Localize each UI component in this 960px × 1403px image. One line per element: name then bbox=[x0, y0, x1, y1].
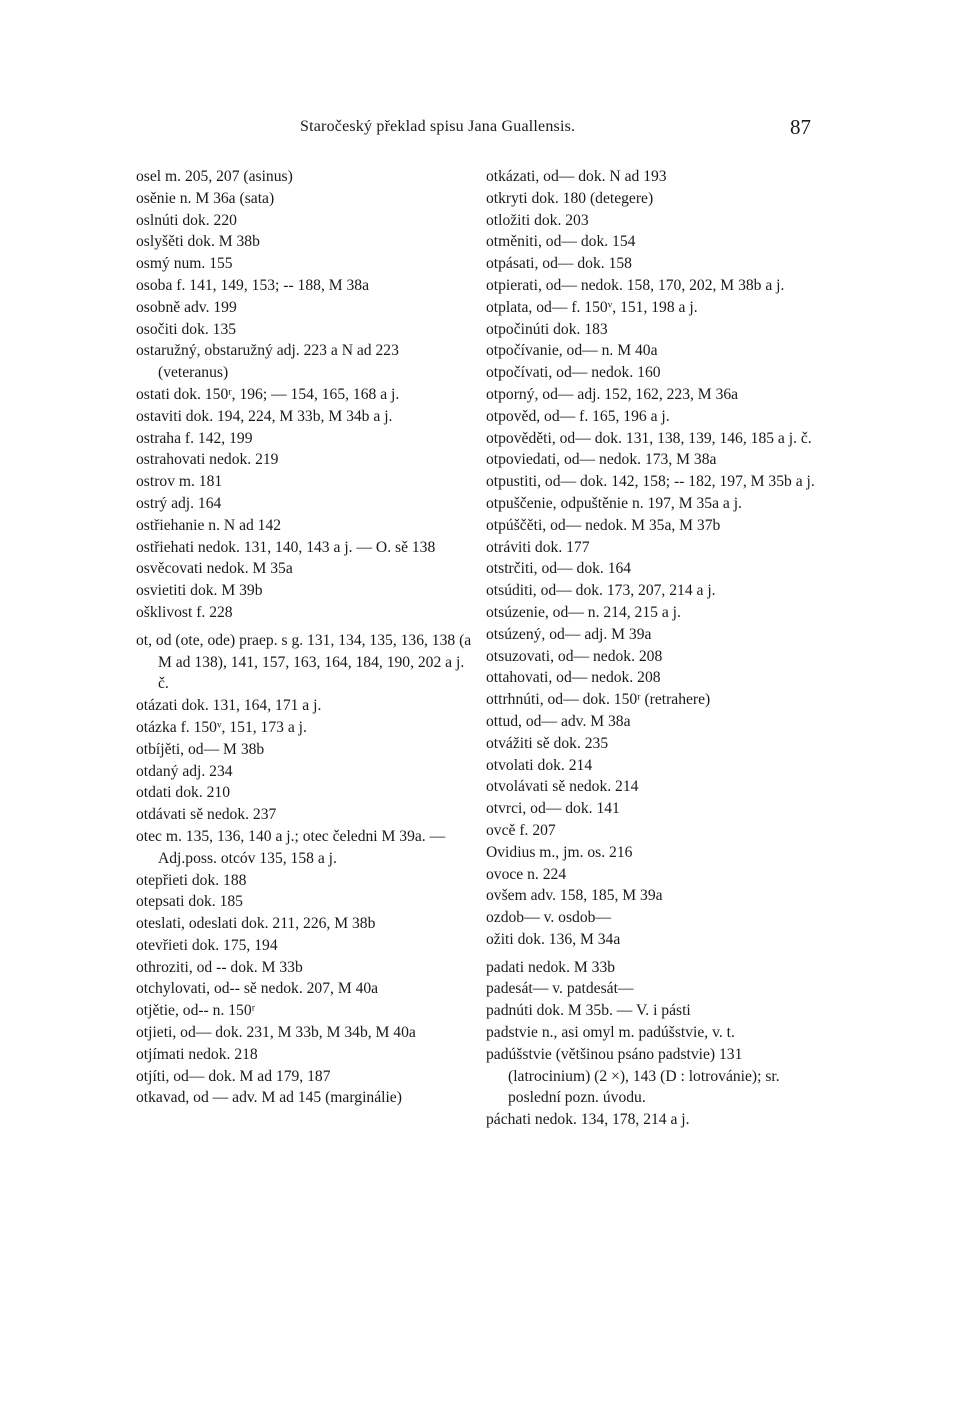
index-entry: otpierati, od— nedok. 158, 170, 202, M 38b a j. bbox=[486, 276, 785, 294]
index-entry: otbíjěti, od— M 38b bbox=[136, 740, 265, 758]
index-entry: otstrčiti, od— dok. 164 bbox=[486, 560, 632, 578]
index-entry: padnúti dok. M 35b. — V. i pásti bbox=[486, 1002, 691, 1020]
index-entry: ostaviti dok. 194, 224, M 33b, M 34b a j. bbox=[136, 407, 393, 425]
index-entry: ot, od (ote, ode) praep. s g. 131, 134, 135, 136, 138 (a M ad 138), 141, 157, 163, 164, 184, 190, 202 a j. č. bbox=[136, 631, 472, 693]
index-entry: otpočívanie, od— n. M 40a bbox=[486, 342, 658, 360]
page-number: 87 bbox=[790, 115, 811, 139]
index-entry: otjíti, od— dok. M ad 179, 187 bbox=[136, 1067, 331, 1085]
index-entry: ostati dok. 150ʳ, 196; — 154, 165, 168 a j. bbox=[136, 385, 400, 403]
index-entry: otdaný adj. 234 bbox=[136, 762, 233, 780]
index-entry: otkavad, od — adv. M ad 145 (marginálie) bbox=[136, 1089, 402, 1107]
index-entry: oslyšěti dok. M 38b bbox=[136, 233, 260, 251]
index-entry: ostřiehanie n. N ad 142 bbox=[136, 516, 282, 534]
index-entry: otsuzovati, od— nedok. 208 bbox=[486, 647, 663, 665]
index-entry: osvěcovati nedok. M 35a bbox=[136, 560, 293, 578]
index-entry: ovoce n. 224 bbox=[486, 865, 567, 883]
index-entry: otporný, od— adj. 152, 162, 223, M 36a bbox=[486, 385, 739, 403]
index-entry: otjětie, od-- n. 150ʳ bbox=[136, 1002, 256, 1020]
index-entry: otpočívati, od— nedok. 160 bbox=[486, 364, 661, 382]
index-entry: osel m. 205, 207 (asinus) bbox=[136, 168, 293, 185]
index-entry: otměniti, od— dok. 154 bbox=[486, 233, 636, 251]
index-entry: osvietiti dok. M 39b bbox=[136, 582, 263, 600]
index-entry: otepřieti dok. 188 bbox=[136, 871, 247, 889]
index-entry: otsúzený, od— adj. M 39a bbox=[486, 625, 652, 643]
index-entry: ottahovati, od— nedok. 208 bbox=[486, 669, 661, 687]
index-entry: otpuščenie, odpuštěnie n. 197, M 35a a j. bbox=[486, 494, 742, 512]
index-entry: ostrý adj. 164 bbox=[136, 494, 222, 512]
running-header bbox=[0, 115, 960, 142]
index-entry: otec m. 135, 136, 140 a j.; otec čeledni M 39a. — Adj.poss. otcóv 135, 158 a j. bbox=[136, 827, 446, 867]
index-entry: otevřieti dok. 175, 194 bbox=[136, 936, 278, 954]
index-entry: otpúščěti, od— nedok. M 35a, M 37b bbox=[486, 516, 721, 534]
header-title: Staročeský překlad spisu Jana Guallensis. bbox=[300, 118, 576, 135]
index-entry: otpověd, od— f. 165, 196 a j. bbox=[486, 407, 670, 425]
index-entry: ostaružný, obstaružný adj. 223 a N ad 223 (veteranus) bbox=[136, 342, 399, 382]
index-entry: otchylovati, od-- sě nedok. 207, M 40a bbox=[136, 980, 379, 998]
index-entry: otázati dok. 131, 164, 171 a j. bbox=[136, 697, 322, 715]
index-entry: otráviti dok. 177 bbox=[486, 538, 590, 556]
index-entry: ovšem adv. 158, 185, M 39a bbox=[486, 887, 663, 905]
index-entry: oslnúti dok. 220 bbox=[136, 211, 237, 229]
index-entry: Ovidius m., jm. os. 216 bbox=[486, 843, 633, 861]
index-entry: ostrov m. 181 bbox=[136, 473, 223, 491]
index-entry: otsúditi, od— dok. 173, 207, 214 a j. bbox=[486, 582, 716, 600]
index-entry: osočiti dok. 135 bbox=[136, 320, 237, 338]
index-entry: otvolávati sě nedok. 214 bbox=[486, 778, 639, 796]
index-entry: padati nedok. M 33b bbox=[486, 958, 616, 976]
index-entry: othroziti, od -- dok. M 33b bbox=[136, 958, 303, 976]
index-entry: otvolati dok. 214 bbox=[486, 756, 593, 774]
index-entry: páchati nedok. 134, 178, 214 a j. bbox=[486, 1111, 690, 1129]
index-entry: ošklivost f. 228 bbox=[136, 603, 233, 621]
index-entry: ožiti dok. 136, M 34a bbox=[486, 930, 621, 948]
index-entry: otkryti dok. 180 (detegere) bbox=[486, 189, 654, 207]
index-entry: otplata, od— f. 150ᵛ, 151, 198 a j. bbox=[486, 298, 698, 316]
index-entry: otsúzenie, od— n. 214, 215 a j. bbox=[486, 603, 681, 621]
index-entry: otpočinúti dok. 183 bbox=[486, 320, 608, 338]
index-entry: osmý num. 155 bbox=[136, 255, 233, 273]
index-entry: ozdob— v. osdob— bbox=[486, 909, 612, 927]
index-entry: otjímati nedok. 218 bbox=[136, 1045, 258, 1063]
index-entry: otvrci, od— dok. 141 bbox=[486, 800, 620, 818]
index-entry: otložiti dok. 203 bbox=[486, 211, 589, 229]
index-entry: osěnie n. M 36a (sata) bbox=[136, 189, 275, 207]
index-entry: padesát— v. patdesát— bbox=[486, 980, 634, 998]
index-entry: ostrahovati nedok. 219 bbox=[136, 451, 279, 469]
index-entry: osobně adv. 199 bbox=[136, 298, 237, 316]
index-entry: ovcě f. 207 bbox=[486, 821, 556, 839]
index-entry: osoba f. 141, 149, 153; -- 188, M 38a bbox=[136, 276, 370, 294]
index-entry: ottrhnúti, od— dok. 150ʳ (retrahere) bbox=[486, 691, 711, 709]
index-entry: otázka f. 150ᵛ, 151, 173 a j. bbox=[136, 718, 307, 736]
index-entry: otjieti, od— dok. 231, M 33b, M 34b, M 40a bbox=[136, 1024, 416, 1042]
index-entry: otpoviedati, od— nedok. 173, M 38a bbox=[486, 451, 717, 469]
index-entry: otdati dok. 210 bbox=[136, 784, 230, 802]
index-entry: otpověděti, od— dok. 131, 138, 139, 146, 185 a j. č. bbox=[486, 429, 812, 447]
index-entry: otkázati, od— dok. N ad 193 bbox=[486, 168, 667, 185]
index-entry: otpásati, od— dok. 158 bbox=[486, 255, 632, 273]
index-entry: padúšstvie (většinou psáno padstvie) 131 (latrocinium) (2 ×), 143 (D : lotrovánie); sr. poslední pozn. úvodu. bbox=[486, 1045, 780, 1107]
index-entry: ostřiehati nedok. 131, 140, 143 a j. — O. sě 138 bbox=[136, 538, 436, 556]
index-entry: otdávati sě nedok. 237 bbox=[136, 806, 277, 824]
index-entry: ottud, od— adv. M 38a bbox=[486, 712, 631, 730]
index-entry: otpustiti, od— dok. 142, 158; -- 182, 197, M 35b a j. bbox=[486, 473, 815, 491]
index-column-right bbox=[486, 166, 826, 1131]
index-entry: oteslati, odeslati dok. 211, 226, M 38b bbox=[136, 915, 376, 933]
index-column-left bbox=[136, 166, 472, 1109]
index-entry: ostraha f. 142, 199 bbox=[136, 429, 253, 447]
index-entry: otepsati dok. 185 bbox=[136, 893, 243, 911]
index-entry: otvážiti sě dok. 235 bbox=[486, 734, 609, 752]
index-entry: padstvie n., asi omyl m. padúšstvie, v. t. bbox=[486, 1024, 735, 1042]
